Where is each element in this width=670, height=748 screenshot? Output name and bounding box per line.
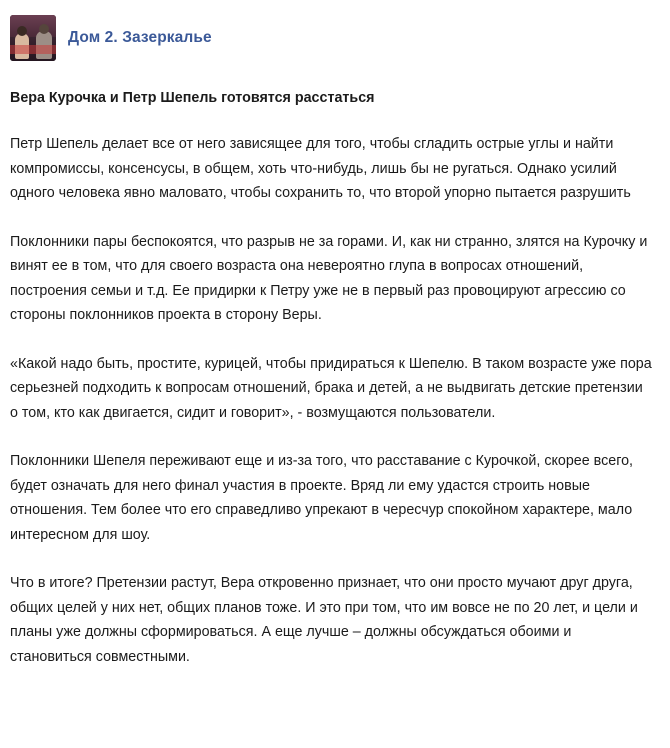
article-paragraph: Петр Шепель делает все от него зависящее для того, чтобы сгладить острые углы и найти компромиссы, консенсусы, в общем, хоть что-нибудь, лишь бы не ругаться. Однако усилий одного человека явно маловато, чтобы сохранить то, что второй упорно пытается разрушить (10, 136, 631, 201)
article-paragraph: «Какой надо быть, простите, курицей, чтобы придираться к Шепелю. В таком возрасте уже пора серьезней подходить к вопросам отношений, брака и детей, а не выдвигать детские претензии о том, кто как двигается, сидит и говорит», - возмущаются пользователи. (10, 355, 652, 421)
article-title: Вера Курочка и Петр Шепель готовятся расстаться (10, 90, 375, 106)
article-paragraph: Поклонники пары беспокоятся, что разрыв не за горами. И, как ни странно, злятся на Курочку и винят ее в том, что для своего возраста она невероятно глупа в вопросах отношений, построения семьи и т.д. Ее придирки к Петру уже не в первый раз провоцируют агрессию со стороны поклонников проекта в сторону Веры. (10, 233, 648, 323)
site-title[interactable]: Дом 2. Зазеркалье (68, 29, 212, 46)
article-paragraph: Поклонники Шепеля переживают еще и из-за того, что расставание с Курочкой, скорее всего, будет означать для него финал участия в проекте. Вряд ли ему удастся строить новые отношения. Тем более что его справедливо упрекают в чересчур спокойном характере, мало интересном для шоу. (10, 453, 634, 543)
avatar-caption-bar (10, 45, 56, 54)
avatar (10, 15, 56, 61)
article-body (8, 64, 662, 669)
article-paragraph: Что в итоге? Претензии растут, Вера откровенно признает, что они просто мучают друг друга, общих целей у них нет, общих планов тоже. И это при том, что им вовсе не по 20 лет, и цели и планы уже должны сформироваться. А еще лучше – должны обсуждаться обоими и становиться совместными. (10, 575, 638, 665)
page-header (8, 10, 662, 64)
